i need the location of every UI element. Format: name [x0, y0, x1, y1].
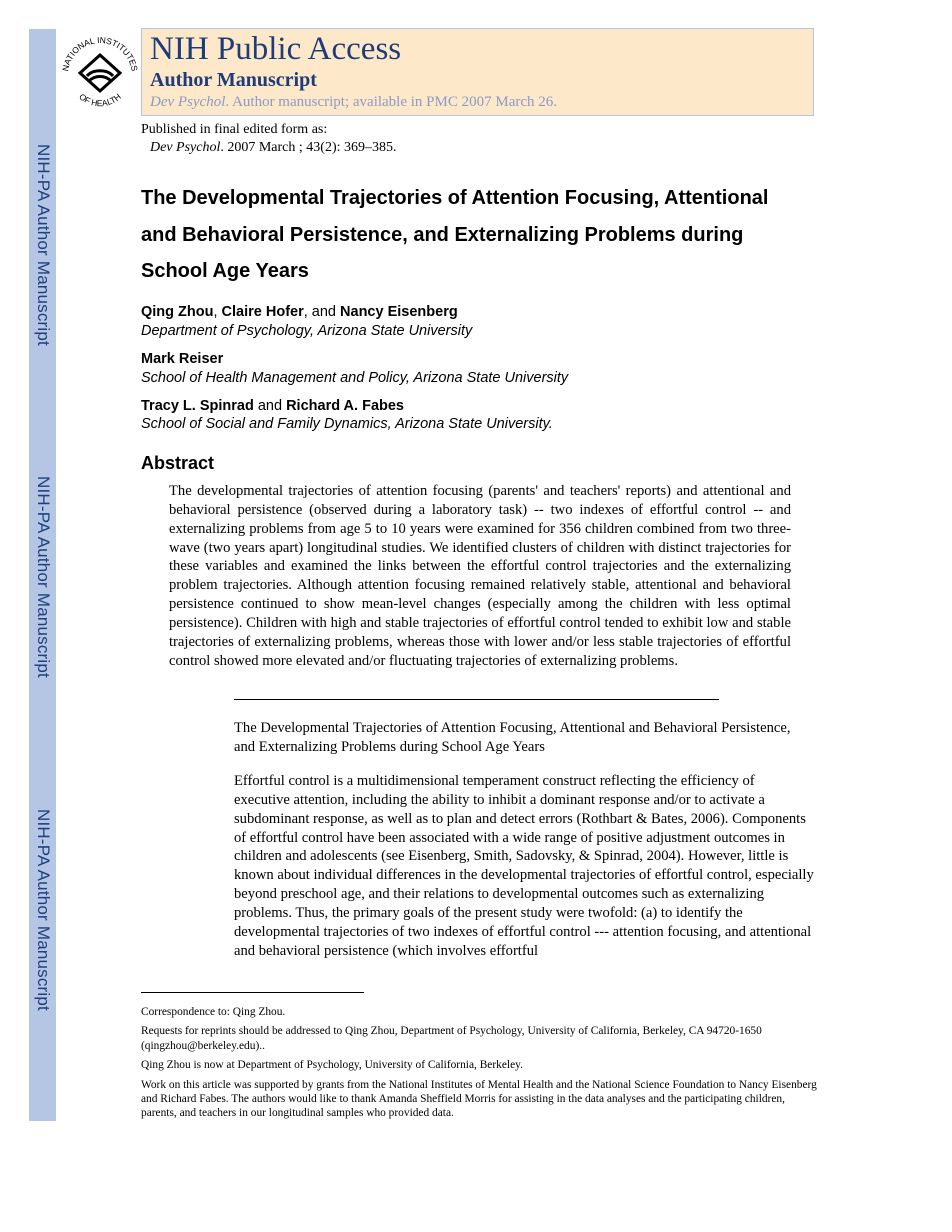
header-subtitle: Author Manuscript: [150, 69, 317, 91]
header-availability: Dev Psychol. Author manuscript; available in PMC 2007 March 26.: [150, 94, 558, 110]
footnote: Qing Zhou is now at Department of Psychology, University of California, Berkeley.: [141, 1059, 523, 1072]
nih-logo-icon: [60, 33, 140, 113]
published-label: Published in final edited form as:: [141, 122, 328, 137]
nih-header-box: [141, 28, 814, 116]
author-line: Tracy L. Spinrad and Richard A. Fabes: [141, 398, 404, 414]
footnote: Correspondence to: Qing Zhou.: [141, 1006, 286, 1018]
side-label: NIH-PA Author Manuscript: [33, 476, 53, 678]
footnote: Requests for reprints should be addressed to Qing Zhou, Department of Psychology, University of California, Berkeley, CA 94720-1650 (qingzhou@berkeley.edu)..: [141, 1025, 762, 1052]
body-title: The Developmental Trajectories of Attention Focusing, Attentional and Behavioral Persistence, and Externalizing Problems during School Age Years: [234, 720, 791, 755]
abstract-heading: Abstract: [141, 453, 215, 473]
body-paragraph: Effortful control is a multidimensional temperament construct reflecting the efficiency of executive attention, including the ability to inhibit a dominant response and/or to activate a subdominant response, as well as to plan and detect errors (Rothbart & Bates, 2006). Components of effortful control have been associated with a wide range of positive adjustment outcomes in children and adolescents (see Eisenberg, Smith, Sadovsky, & Spinrad, 2004). However, little is known about individual differences in the developmental trajectories of effortful control, especially beyond preschool age, and their relations to developmental outcomes such as externalizing problems. Thus, the primary goals of the present study were twofold: (a) to identify the developmental trajectories of two indexes of effortful control --- attention focusing, and attentional and behavioral persistence (which involves effortful: [234, 773, 814, 959]
divider: [234, 699, 719, 700]
abstract-text: The developmental trajectories of attention focusing (parents' and teachers' reports) and attentional and behavioral persistence (observed during a laboratory task) -- two indexes of effortful control -- and externalizing problems from age 5 to 10 years were examined for 356 children combined from two three-wave (two years apart) longitudinal studies. We identified clusters of children with distinct trajectories for these variables and examined the links between the effortful control trajectories and the externalizing problem trajectories. Although attention focusing remained relatively stable, attentional and behavioral persistence continued to show mean-level changes (especially among the children with less optimal persistence). Children with high and stable trajectories of effortful control tended to exhibit low and stable trajectories of externalizing problems, whereas those with lower and/or less stable trajectories of effortful control showed more elevated and/or fluctuating trajectories of externalizing problems.: [169, 483, 791, 669]
affiliation: School of Social and Family Dynamics, Arizona State University.: [141, 416, 553, 432]
side-label: NIH-PA Author Manuscript: [33, 809, 53, 1011]
footnote-divider: [141, 992, 364, 993]
author-line: Mark Reiser: [141, 351, 224, 367]
footnote: Work on this article was supported by grants from the National Institutes of Mental Health and the National Science Foundation to Nancy Eisenberg and Richard Fabes. The authors would like to thank Amanda Sheffield Morris for assisting in the data analyses and the participating children, parents, and teachers in our longitudinal samples who provided data.: [141, 1078, 817, 1120]
svg-text:OF HEALTH: [77, 91, 123, 108]
logo-text-bottom: OF HEALTH: [77, 91, 123, 109]
article-title: The Developmental Trajectories of Attention Focusing, Attentional and Behavioral Persistence, and Externalizing Problems during School Age Years: [141, 187, 769, 282]
published-citation: [141, 121, 397, 157]
affiliation: Department of Psychology, Arizona State University: [141, 323, 473, 339]
header-title: NIH Public Access: [150, 31, 402, 67]
author-line: Qing Zhou, Claire Hofer, and Nancy Eisenberg: [141, 304, 458, 320]
affiliation: School of Health Management and Policy, Arizona State University: [141, 370, 569, 386]
side-label: NIH-PA Author Manuscript: [33, 144, 53, 346]
footnotes: [141, 1005, 817, 1126]
published-reference: Dev Psychol. 2007 March ; 43(2): 369–385.: [150, 140, 397, 155]
logo-text-top: NATIONAL INSTITUTES: [60, 34, 140, 73]
